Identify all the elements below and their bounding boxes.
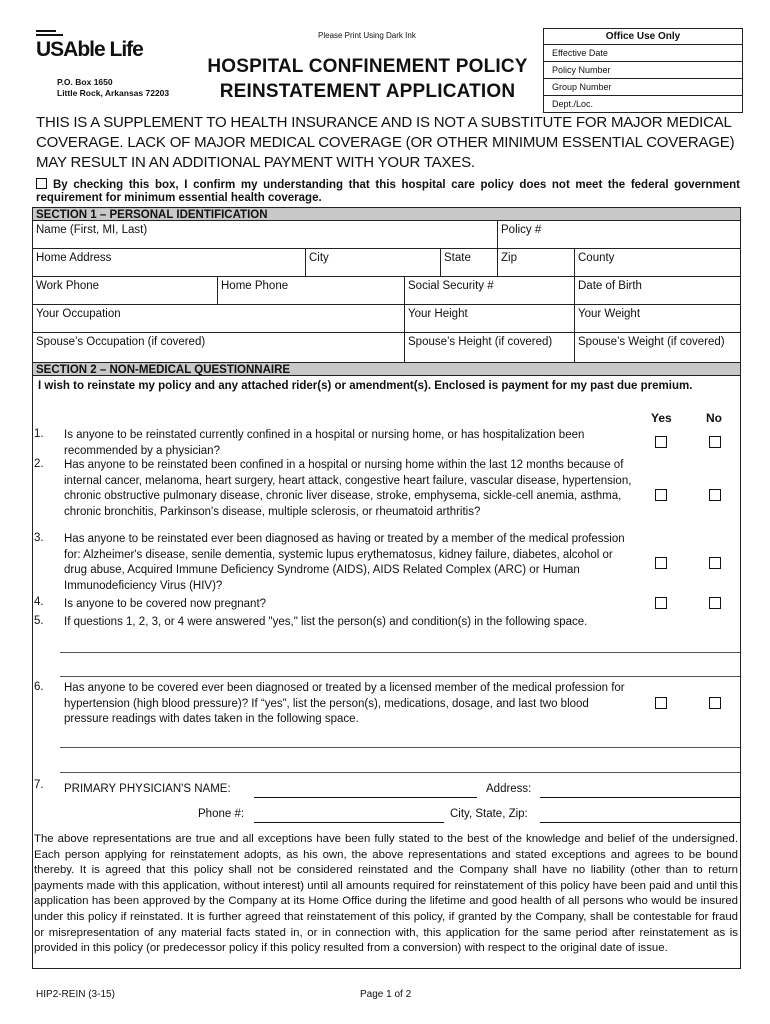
home-address-field[interactable]: Home Address xyxy=(33,249,306,277)
confirm-text: By checking this box, I confirm my understanding that this hospital care policy does not meet the federal government requirement for minimum essential health coverage. xyxy=(36,179,740,204)
q6-yes-checkbox[interactable] xyxy=(655,697,667,709)
q5-answer-line[interactable] xyxy=(60,652,740,653)
county-field[interactable]: County xyxy=(575,249,740,277)
form-title xyxy=(190,54,545,104)
physician-city-input[interactable] xyxy=(540,822,740,823)
logo-bar xyxy=(36,30,56,32)
address-line2: Little Rock, Arkansas 72203 xyxy=(57,88,170,98)
q6-answer-line[interactable] xyxy=(60,747,740,748)
section2-heading: SECTION 2 – NON-MEDICAL QUESTIONNAIRE xyxy=(32,362,741,376)
spouse-weight-field[interactable]: Spouse’s Weight (if covered) xyxy=(578,336,725,348)
yes-column-heading: Yes xyxy=(651,411,672,425)
physician-phone-input[interactable] xyxy=(254,822,444,823)
section1-heading: SECTION 1 – PERSONAL IDENTIFICATION xyxy=(32,207,741,221)
height-field[interactable]: Your Height xyxy=(405,305,575,333)
print-instruction: Please Print Using Dark Ink xyxy=(318,31,416,40)
page-number: Page 1 of 2 xyxy=(360,989,412,1000)
declaration-paragraph: The above representations are true and all exceptions have been fully stated to the best of the knowledge and belief of the undersigned. Each person applying for reinstatement adopts, as his own, the above representations and stated exceptions and agrees to be bound thereby. It is agreed that this policy shall not be considered reinstated and the Company shall have no liability (other than to return payments made with this application, without interest) until all amounts required for reinstatement of this policy have been paid and until this application has been approved by the Company at its Home Office during the lifetime and good health of all persons who would be insured under this policy if reinstated. It is further agreed that reinstatement of this policy, if granted by the Company, shall be contestable for fraud or misrepresentation of any material facts stated in, or in connection with, this application for the same period after reinstatement as is provided in this policy (or predecessor policy if this policy resulted from a conversion) with respect to the original date of issue. xyxy=(34,833,738,955)
city-state-zip-label: City, State, Zip: xyxy=(450,808,528,820)
warning-notice: THIS IS A SUPPLEMENT TO HEALTH INSURANCE AND IS NOT A SUBSTITUTE FOR MAJOR MEDICAL COVERAGE. LACK OF MAJOR MEDICAL COVERAGE (OR OTHER MINIMUM ESSENTIAL COVERAGE) MAY RESULT IN AN ADDITIONAL PAYMENT WITH YOUR TAXES. xyxy=(36,114,735,171)
dob-field[interactable]: Date of Birth xyxy=(575,277,740,305)
group-number-field[interactable]: Group Number xyxy=(544,79,742,96)
work-phone-field[interactable]: Work Phone xyxy=(33,277,218,305)
q4-yes-checkbox[interactable] xyxy=(655,597,667,609)
q6-answer-line[interactable] xyxy=(60,772,740,773)
policy-field[interactable]: Policy # xyxy=(498,221,740,249)
question-number: 6. xyxy=(34,681,44,693)
question-number: 2. xyxy=(34,458,44,470)
physician-name-input[interactable] xyxy=(254,797,477,798)
physician-address-input[interactable] xyxy=(540,797,740,798)
q5-answer-line[interactable] xyxy=(60,676,740,677)
title-line2: REINSTATEMENT APPLICATION xyxy=(219,81,516,102)
state-field[interactable]: State xyxy=(441,249,498,277)
q1-yes-checkbox[interactable] xyxy=(655,436,667,448)
question-number: 5. xyxy=(34,615,44,627)
form-id: HIP2-REIN (3-15) xyxy=(36,989,115,1000)
company-address xyxy=(57,77,169,99)
question-number: 1. xyxy=(34,428,44,440)
phone-label: Phone #: xyxy=(198,808,245,820)
question-2-text: Has anyone to be reinstated been confined in a hospital or nursing home within the last 12 months because of internal cancer, melanoma, heart surgery, heart attack, congestive heart failure, vascular disease, hypertension, chronic obstructive pulmonary disease, chronic liver disease, stroke, emphysema, sickle-cell anemia, asthma, chronic bronchitis, Parkinson's disease, multiple sclerosis, or rheumatoid arthritis? xyxy=(64,459,632,518)
question-5-text: If questions 1, 2, 3, or 4 were answered "yes," list the person(s) and condition(s) in the following space. xyxy=(64,616,588,628)
personal-id-grid xyxy=(32,221,741,363)
logo-bar xyxy=(36,34,63,36)
zip-field[interactable]: Zip xyxy=(498,249,575,277)
physician-name-label: PRIMARY PHYSICIAN'S NAME: xyxy=(64,783,231,795)
no-column-heading: No xyxy=(706,411,722,425)
spouse-height-field[interactable]: Spouse’s Height (if covered) xyxy=(405,333,575,362)
q6-no-checkbox[interactable] xyxy=(709,697,721,709)
questionnaire-intro: I wish to reinstate my policy and any attached rider(s) or amendment(s). Enclosed is payment for my past due premium. xyxy=(38,380,693,392)
ssn-field[interactable]: Social Security # xyxy=(405,277,575,305)
address-line1: P.O. Box 1650 xyxy=(57,77,113,87)
confirm-checkbox[interactable] xyxy=(36,178,47,189)
policy-number-field[interactable]: Policy Number xyxy=(544,62,742,79)
question-4-text: Is anyone to be covered now pregnant? xyxy=(64,598,267,610)
question-number: 7. xyxy=(34,779,44,791)
office-use-heading: Office Use Only xyxy=(544,29,742,45)
q2-yes-checkbox[interactable] xyxy=(655,489,667,501)
q1-no-checkbox[interactable] xyxy=(709,436,721,448)
q2-no-checkbox[interactable] xyxy=(709,489,721,501)
company-logo xyxy=(36,38,143,62)
q3-yes-checkbox[interactable] xyxy=(655,557,667,569)
weight-field[interactable]: Your Weight xyxy=(575,305,740,333)
effective-date-field[interactable]: Effective Date xyxy=(544,45,742,62)
physician-address-label: Address: xyxy=(486,783,532,795)
question-1-text: Is anyone to be reinstated currently confined in a hospital or nursing home, or has hospitalization been recommended by a physician? xyxy=(64,429,585,457)
home-phone-field[interactable]: Home Phone xyxy=(218,277,405,305)
city-field[interactable]: City xyxy=(306,249,441,277)
question-6-text: Has anyone to be covered ever been diagnosed or treated by a licensed member of the medical profession for hypertension (high blood pressure)? If “yes”, list the person(s), medications, dosage, and last two blood pressure readings with dates taken in the following space. xyxy=(64,682,625,725)
title-line1: HOSPITAL CONFINEMENT POLICY xyxy=(207,56,528,77)
q3-no-checkbox[interactable] xyxy=(709,557,721,569)
dept-loc-field[interactable]: Dept./Loc. xyxy=(552,99,594,109)
logo-text: USAble Life xyxy=(36,38,143,61)
name-field[interactable]: Name (First, MI, Last) xyxy=(33,221,498,249)
question-number: 3. xyxy=(34,532,44,544)
confirmation-line xyxy=(36,178,740,205)
occupation-field[interactable]: Your Occupation xyxy=(33,305,405,333)
spouse-occupation-field[interactable]: Spouse’s Occupation (if covered) xyxy=(33,333,405,362)
question-3-text: Has anyone to be reinstated ever been diagnosed as having or treated by a member of the medical profession for: Alzheimer's disease, senile dementia, systemic lupus erythematosus, kidney failure, diabetes, alcohol or drug abuse, Acquired Immune Deficiency Syndrome (AIDS), AIDS Related Complex (ARC) or Human Immunodeficiency Virus (HIV)? xyxy=(64,533,625,592)
office-use-box xyxy=(543,28,743,113)
q4-no-checkbox[interactable] xyxy=(709,597,721,609)
question-number: 4. xyxy=(34,596,44,608)
